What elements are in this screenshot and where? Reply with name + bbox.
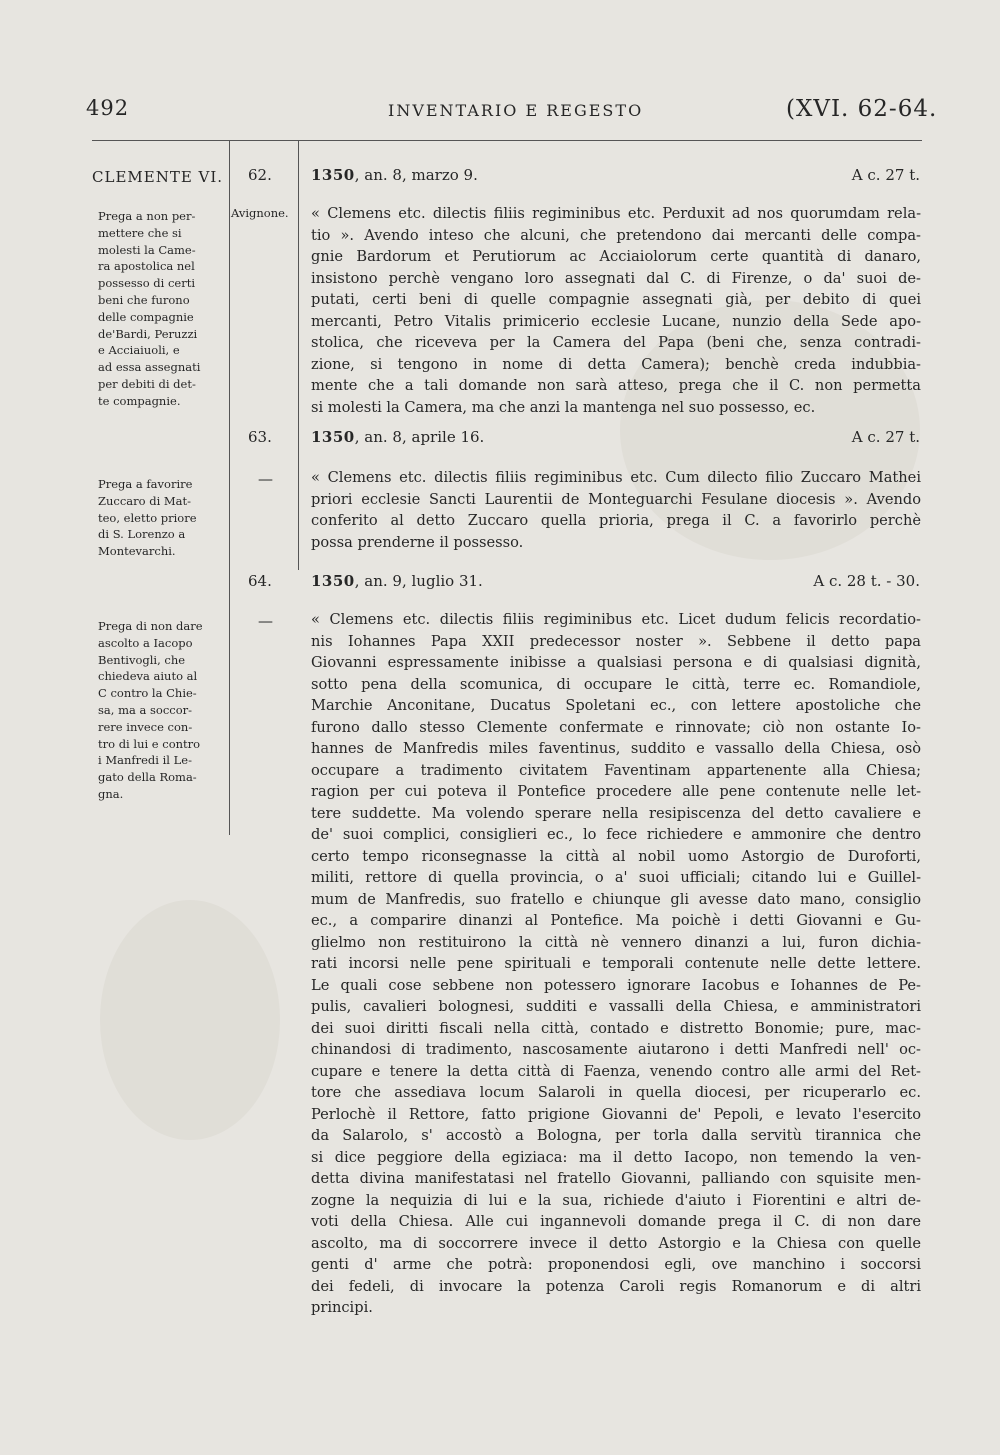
text-line: chinandosi di tradimento, nascosamente aiutarono i detti Manfredi nell' oc-	[311, 1041, 921, 1058]
entry-number: 63.	[248, 428, 272, 446]
entry-number: 64.	[248, 572, 272, 590]
entry-year: 1350	[311, 166, 355, 184]
summary-line: Prega di non dare	[98, 619, 203, 633]
summary-line: Zuccaro di Mat-	[98, 493, 192, 508]
summary-line: chiedeva aiuto al	[98, 669, 198, 684]
entry-place-ditto: —	[258, 470, 273, 488]
page-number: 492	[86, 96, 130, 120]
summary-line: Prega a favorire	[98, 477, 193, 491]
summary-line: ascolto a Iacopo	[98, 635, 193, 650]
text-line: zogne la nequizia di lui e la sua, richiede d'aiuto i Fiorentini e altri de-	[311, 1191, 921, 1209]
text-line: genti d' arme che potrà: proponendosi egli, ove manchino i soccorsi	[311, 1256, 921, 1273]
entry-date	[311, 428, 484, 446]
text-line: da Salarolo, s' accostò a Bologna, per torla dalla servitù tirannica che	[311, 1127, 921, 1144]
text-line: « Clemens etc. dilectis filiis regiminibus etc. Perduxit ad nos quorumdam rela-	[311, 205, 921, 222]
text-line: hannes de Manfredis miles faventinus, suddito e vassallo della Chiesa, osò	[311, 740, 921, 757]
text-line: conferito al detto Zuccaro quella prioria, prega il C. a favorirlo perchè	[311, 512, 921, 529]
text-line: dei fedeli, di invocare la potenza Caroli regis Romanorum e di altri	[311, 1277, 921, 1295]
text-line: priori ecclesie Sancti Laurentii de Monteguarchi Fesulane diocesis ». Avendo	[311, 490, 921, 508]
entry-date	[311, 572, 483, 590]
summary-line: e Acciaiuoli, e	[98, 343, 180, 358]
text-line: rati incorsi nelle pene spirituali e temporali contenute nelle dette lettere.	[311, 955, 921, 972]
text-line: Giovanni espressamente inibisse a qualsiasi persona e di qualsiasi dignità,	[311, 654, 921, 671]
place-of-issue: Avignone.	[231, 206, 289, 220]
entry-range: (XVI. 62-64.	[786, 96, 938, 122]
entry-reference: A c. 28 t. - 30.	[813, 572, 920, 590]
entry-year: 1350	[311, 428, 355, 446]
text-line: de' suoi complici, consiglieri ec., lo fece richiedere e ammonire che dentro	[311, 826, 921, 843]
text-line: Marchie Anconitane, Ducatus Spoletani ec., con lettere apostoliche che	[311, 697, 921, 714]
pope-name: CLEMENTE VI.	[92, 168, 224, 186]
text-line: tore che assediava locum Salaroli in quella diocesi, per ricuperarlo ec.	[311, 1084, 921, 1101]
entry-place-ditto: —	[258, 612, 273, 630]
text-line: putati, certi beni di quelle compagnie assegnati già, per debito di quei	[311, 291, 921, 308]
entry-date-detail: , an. 9, luglio 31.	[354, 572, 483, 590]
summary-line: Montevarchi.	[98, 544, 176, 559]
summary-line: ad essa assegnati	[98, 360, 201, 375]
text-line: dei suoi diritti fiscali nella città, contado e distretto Bonomie; pure, mac-	[311, 1019, 921, 1037]
summary-line: rere invece con-	[98, 719, 193, 734]
text-line: ragion per cui poteva il Pontefice procedere alle pene contenute nelle let-	[311, 783, 921, 800]
text-line: furono dallo stesso Clemente confermate e rinnovate; ciò non ostante Io-	[311, 718, 921, 736]
entry-date-detail: , an. 8, aprile 16.	[354, 428, 485, 446]
text-line: occupare a tradimento civitatem Faventinam appartenente alla Chiesa;	[311, 761, 921, 779]
summary-line: sa, ma a soccor-	[98, 702, 193, 717]
summary-line: Prega a non per-	[98, 209, 196, 223]
entry-text	[311, 609, 921, 1319]
running-title: INVENTARIO E REGESTO	[388, 101, 644, 120]
text-line: glielmo non restituirono la città nè vennero dinanzi a lui, furon dichia-	[311, 933, 921, 951]
summary-line: mettere che si	[98, 225, 182, 240]
text-line: tio ». Avendo inteso che alcuni, che pretendono dai mercanti delle compa-	[311, 226, 921, 244]
text-line: mercanti, Petro Vitalis primicerio ecclesie Lucane, nunzio della Sede apo-	[311, 312, 921, 330]
entry-reference: A c. 27 t.	[851, 166, 920, 184]
entry-summary	[98, 208, 224, 410]
entry-text	[311, 203, 921, 418]
text-line: pulis, cavalieri bolognesi, sudditi e vassalli della Chiesa, e amministratori	[311, 998, 921, 1015]
text-line: principi.	[311, 1299, 373, 1316]
summary-line: gna.	[98, 786, 124, 801]
summary-line: delle compagnie	[98, 309, 194, 324]
text-line: mente che a tali domande non sarà atteso, prega che il C. non permetta	[311, 377, 921, 394]
summary-line: C contro la Chie-	[98, 686, 197, 701]
summary-line: tro di lui e contro	[98, 736, 201, 751]
summary-line: teo, eletto priore	[98, 510, 197, 525]
text-line: mum de Manfredis, suo fratello e chiunque gli avesse dato mano, consiglio	[311, 890, 921, 908]
text-line: « Clemens etc. dilectis filiis regiminibus etc. Cum dilecto filio Zuccaro Mathei	[311, 469, 921, 486]
text-line: si dice peggiore della egiziaca: ma il detto Iacopo, non temendo la ven-	[311, 1148, 921, 1166]
header-rule	[92, 140, 922, 141]
text-line: possa prenderne il possesso.	[311, 533, 524, 551]
text-line: insistono perchè vengano loro assegnati dal C. di Firenze, o da' suoi de-	[311, 269, 921, 287]
text-line: certo tempo riconsegnasse la città al nobil uomo Astorgio de Duroforti,	[311, 847, 921, 865]
text-line: detta divina manifestatasi nel fratello Giovanni, palliando con squisite men-	[311, 1170, 921, 1187]
text-line: ascolto, ma di soccorrere invece il detto Astorgio e la Chiesa con quelle	[311, 1234, 921, 1252]
entry-reference: A c. 27 t.	[851, 428, 920, 446]
text-line: voti della Chiesa. Alle cui ingannevoli domande prega il C. di non dare	[311, 1213, 921, 1230]
text-line: nis Iohannes Papa XXII predecessor noster ». Sebbene il detto papa	[311, 632, 921, 650]
summary-line: di S. Lorenzo a	[98, 527, 186, 542]
summary-line: ra apostolica nel	[98, 259, 195, 274]
text-line: tere suddette. Ma volendo sperare nella resipiscenza del detto cavaliere e	[311, 804, 921, 822]
text-line: ec., a comparire dinanzi al Pontefice. Ma poichè i detti Giovanni e Gu-	[311, 912, 921, 929]
summary-line: Bentivogli, che	[98, 652, 186, 667]
number-column-rule	[298, 140, 299, 570]
summary-line: gato della Roma-	[98, 770, 197, 785]
text-line: Le quali cose sebbene non potessero ignorare Iacobus e Iohannes de Pe-	[311, 976, 921, 994]
summary-line: molesti la Came-	[98, 242, 196, 257]
entry-text	[311, 467, 921, 553]
text-line: zione, si tengono in nome di detta Camera); benchè creda indubbia-	[311, 355, 921, 373]
text-line: gnie Bardorum et Perutiorum ac Acciaiolorum certe quantità di danaro,	[311, 248, 921, 265]
entry-date-detail: , an. 8, marzo 9.	[354, 166, 478, 184]
margin-column-rule	[229, 140, 230, 835]
text-line: stolica, che riceveva per la Camera del Papa (beni che, senza contradi-	[311, 334, 921, 351]
entry-summary	[98, 618, 224, 803]
entry-year: 1350	[311, 572, 355, 590]
entry-date	[311, 166, 478, 184]
summary-line: beni che furono	[98, 292, 190, 307]
text-line: « Clemens etc. dilectis filiis regiminibus etc. Licet dudum felicis recordatio-	[311, 611, 921, 628]
entry-summary	[98, 476, 224, 560]
summary-line: i Manfredi il Le-	[98, 753, 192, 768]
summary-line: per debiti di det-	[98, 376, 196, 391]
text-line: Perlochè il Rettore, fatto prigione Giovanni de' Pepoli, e levato l'esercito	[311, 1105, 921, 1123]
summary-line: possesso di certi	[98, 276, 196, 291]
text-line: sotto pena della scomunica, di occupare le città, terre ec. Romandiole,	[311, 675, 921, 693]
entry-number: 62.	[248, 166, 272, 184]
summary-line: de'Bardi, Peruzzi	[98, 326, 198, 341]
text-line: militi, rettore di quella provincia, o a' suoi ufficiali; citando lui e Guillel-	[311, 869, 921, 886]
summary-line: te compagnie.	[98, 393, 181, 408]
text-line: cupare e tenere la detta città di Faenza, venendo contro alle armi del Ret-	[311, 1062, 921, 1080]
text-line: si molesti la Camera, ma che anzi la mantenga nel suo possesso, ec.	[311, 398, 816, 416]
